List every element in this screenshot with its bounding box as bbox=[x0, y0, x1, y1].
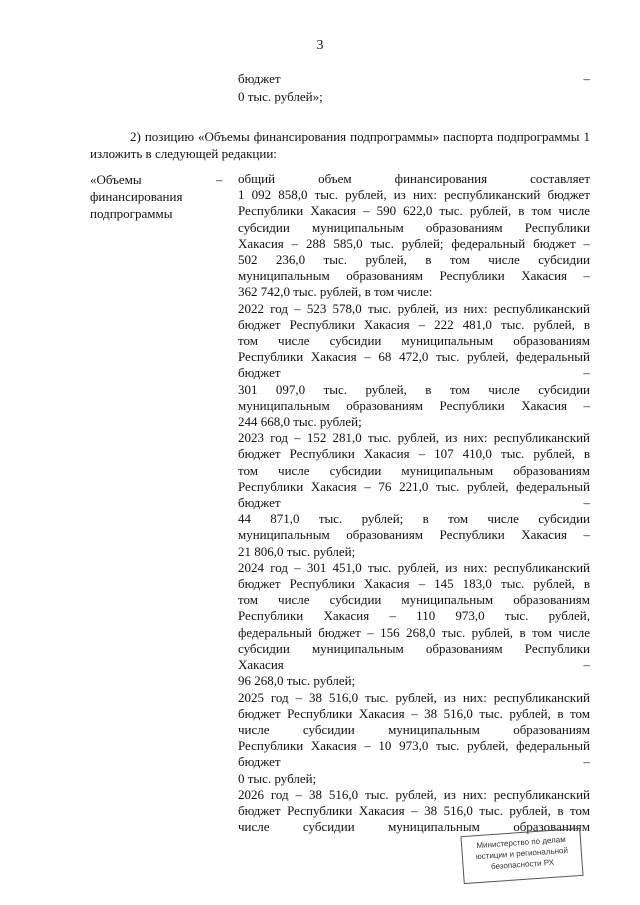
field-value-line: том числе субсидии муниципальным образованиям bbox=[238, 592, 590, 608]
field-value-line: бюджет – bbox=[238, 365, 590, 381]
field-value-line: 244 668,0 тыс. рублей; bbox=[238, 414, 362, 430]
field-value-line: Республики Хакасия – 10 973,0 тыс. рублей, федеральный bbox=[238, 738, 590, 754]
field-value-line: муниципальным образованиям Республики Хакасия – bbox=[238, 268, 590, 284]
previous-line-1-text: бюджет bbox=[238, 71, 281, 86]
field-value-line: 0 тыс. рублей; bbox=[238, 770, 317, 786]
field-value-line: федеральный бюджет – 156 268,0 тыс. рублей, в том числе bbox=[238, 624, 590, 640]
field-value-line: том числе субсидии муниципальным образованиям bbox=[238, 333, 590, 349]
field-label bbox=[90, 171, 225, 222]
field-value-line: 44 871,0 тыс. рублей; в том числе субсидии bbox=[238, 511, 590, 527]
field-value-line: числе субсидии муниципальным образованиям bbox=[238, 819, 590, 835]
field-value-line: Республики Хакасия – 590 622,0 тыс. рублей, в том числе bbox=[238, 203, 590, 219]
field-label-line: «Объемы bbox=[90, 172, 142, 187]
field-value-line: бюджет – bbox=[238, 754, 590, 770]
previous-line-2: 0 тыс. рублей»; bbox=[238, 89, 323, 104]
field-value-line: 96 268,0 тыс. рублей; bbox=[238, 673, 356, 689]
field-value-line: субсидии муниципальным образованиям Республики bbox=[238, 640, 590, 656]
field-value-line: общий объем финансирования составляет bbox=[238, 171, 590, 186]
item-2-paragraph: 2) позицию «Объемы финансирования подпрограммы» паспорта подпрограммы 1 изложить в следующей редакции: bbox=[90, 129, 590, 161]
field-value-line: субсидии муниципальным образованиям Республики bbox=[238, 219, 590, 235]
field-value-line: бюджет Республики Хакасия – 107 410,0 тыс. рублей, в bbox=[238, 446, 590, 462]
previous-line-1-dash: – bbox=[583, 71, 590, 86]
field-value-line: бюджет – bbox=[238, 495, 590, 511]
field-value-line: Республики Хакасия – 110 973,0 тыс. рублей, bbox=[238, 608, 590, 624]
field-separator-dash: – bbox=[216, 172, 223, 187]
field-value-line: бюджет Республики Хакасия – 38 516,0 тыс. рублей, в том bbox=[238, 705, 590, 721]
field-value-line: муниципальным образованиям Республики Хакасия – bbox=[238, 527, 590, 543]
field-value-line: 362 742,0 тыс. рублей, в том числе: bbox=[238, 284, 433, 300]
field-value-line: 2025 год – 38 516,0 тыс. рублей, из них: республиканский bbox=[238, 689, 590, 705]
field-value-line: Республики Хакасия – 76 221,0 тыс. рублей, федеральный bbox=[238, 478, 590, 494]
previous-line-1 bbox=[238, 70, 590, 88]
page-number: 3 bbox=[316, 38, 324, 53]
stamp-line: Министерство по делам bbox=[476, 834, 566, 851]
field-value-line: 2024 год – 301 451,0 тыс. рублей, из них: республиканский bbox=[238, 559, 590, 575]
field-value-line: Хакасия – bbox=[238, 657, 590, 673]
field-label-line: подпрограммы bbox=[90, 206, 173, 221]
field-label-line: финансирования bbox=[90, 189, 183, 204]
field-value-line: бюджет Республики Хакасия – 38 516,0 тыс. рублей, в том bbox=[238, 802, 590, 818]
field-value-line: числе субсидии муниципальным образованиям bbox=[238, 721, 590, 737]
field-value-line: 2026 год – 38 516,0 тыс. рублей, из них: республиканский bbox=[238, 786, 590, 802]
stamp-line: юстиции и региональной bbox=[475, 845, 569, 862]
field-value-line: 21 806,0 тыс. рублей; bbox=[238, 543, 356, 559]
field-value-line: 2022 год – 523 578,0 тыс. рублей, из них: республиканский bbox=[238, 300, 590, 316]
field-value-line: бюджет Республики Хакасия – 145 183,0 тыс. рублей, в bbox=[238, 576, 590, 592]
field-value-line: Хакасия – 288 585,0 тыс. рублей; федеральный бюджет – bbox=[238, 235, 590, 251]
registration-stamp bbox=[460, 828, 583, 884]
field-value bbox=[238, 171, 590, 835]
stamp-line: безопасности РХ bbox=[490, 857, 555, 872]
field-value-line: муниципальным образованиям Республики Хакасия – bbox=[238, 397, 590, 413]
field-value-line: бюджет Республики Хакасия – 222 481,0 тыс. рублей, в bbox=[238, 316, 590, 332]
previous-section-tail bbox=[238, 70, 590, 106]
field-value-line: 502 236,0 тыс. рублей, в том числе субсидии bbox=[238, 252, 590, 268]
field-value-line: 2023 год – 152 281,0 тыс. рублей, из них: республиканский bbox=[238, 430, 590, 446]
field-value-line: 1 092 858,0 тыс. рублей, из них: республиканский бюджет bbox=[238, 187, 590, 203]
field-value-line: том числе субсидии муниципальным образованиям bbox=[238, 462, 590, 478]
field-value-line: Республики Хакасия – 68 472,0 тыс. рублей, федеральный bbox=[238, 349, 590, 365]
field-value-line: 301 097,0 тыс. рублей, в том числе субсидии bbox=[238, 381, 590, 397]
